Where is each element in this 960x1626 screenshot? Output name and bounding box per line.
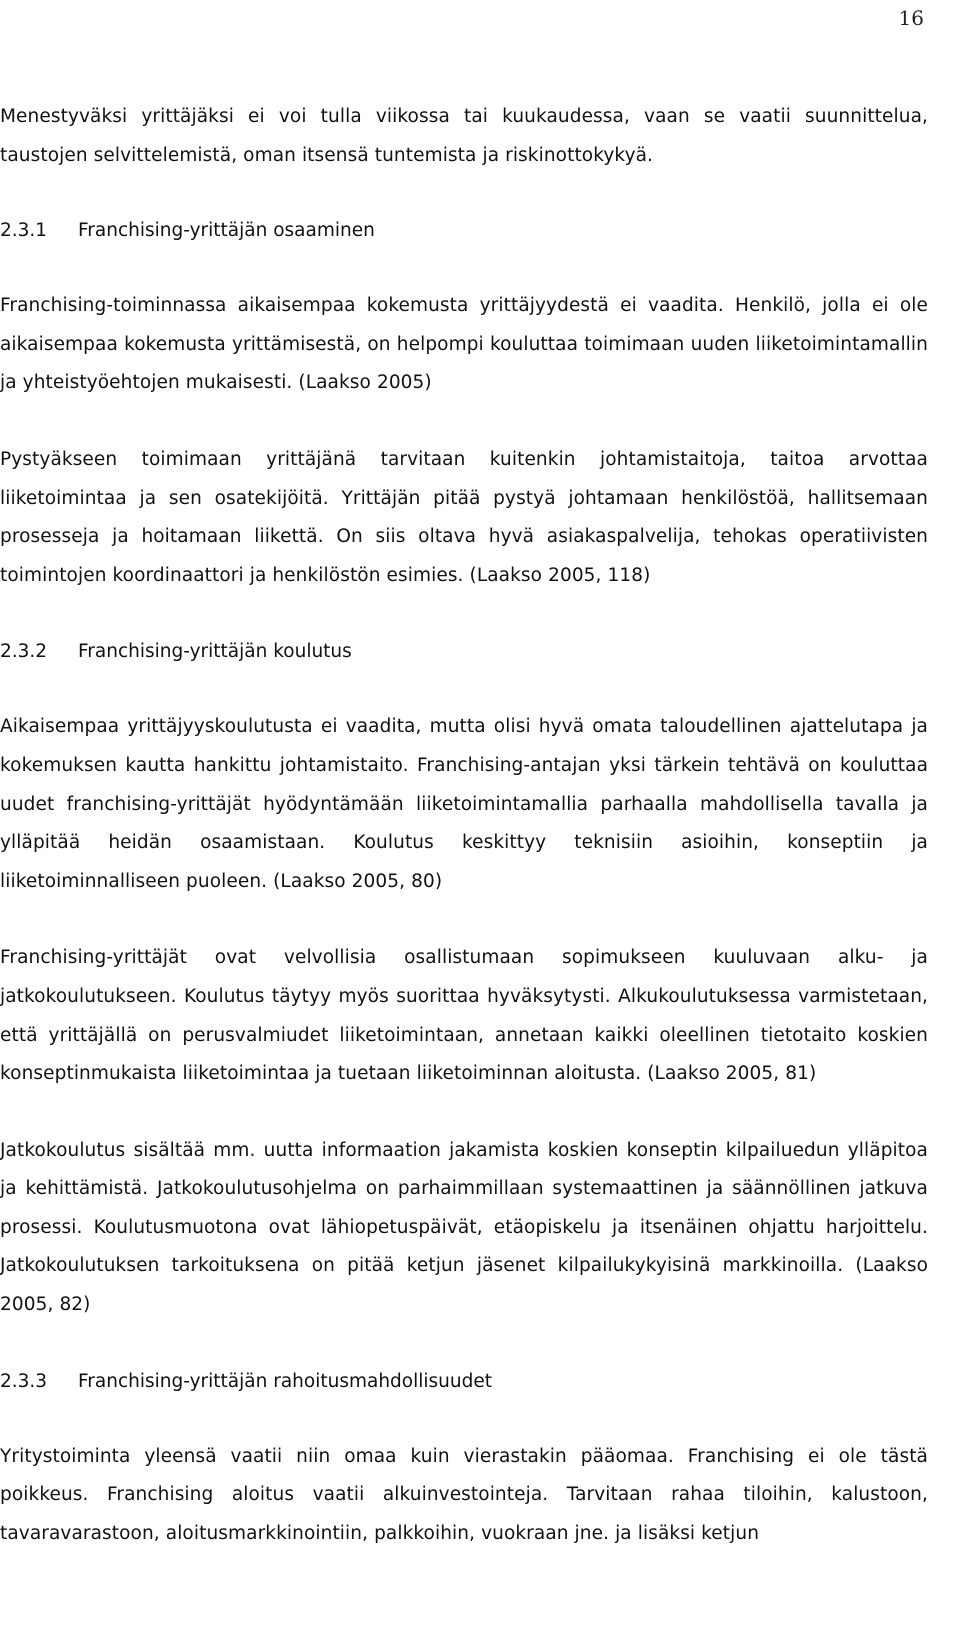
paragraph-intro: Menestyväksi yrittäjäksi ei voi tulla viikossa tai kuukaudessa, vaan se vaatii suunnittelua, taustojen selvittelemistä, oman itsensä tuntemista ja riskinottokykyä. bbox=[0, 106, 928, 166]
paragraph-kokemus: Franchising-toiminnassa aikaisempaa kokemusta yrittäjyydestä ei vaadita. Henkilö, jolla ei ole aikaisempaa kokemusta yrittämisestä, on helpompi kouluttaa toimimaan uuden liiketoimintamallin ja yhteistyöehtojen mukaisesti. (Laakso 2005) bbox=[0, 295, 928, 394]
section-heading-koulutus bbox=[0, 633, 928, 671]
paragraph-rahoitus: Yritystoiminta yleensä vaatii niin omaa kuin vierastakin pääomaa. Franchising ei ole tästä poikkeus. Franchising aloitus vaatii alkuinvestointeja. Tarvitaan rahaa tiloihin, kalustoon, tavaravarastoon, aloitusmarkkinointiin, palkkoihin, vuokraan jne. ja lisäksi ketjun bbox=[0, 1445, 928, 1544]
section-number: 2.3.2 bbox=[0, 641, 48, 663]
section-number: 2.3.1 bbox=[0, 220, 48, 242]
section-heading-osaaminen bbox=[0, 212, 928, 250]
paragraph-jatkokoulutus: Jatkokoulutus sisältää mm. uutta informaation jakamista koskien konseptin kilpailuedun ylläpitoa ja kehittämistä. Jatkokoulutusohjelma on parhaimmillaan systemaattinen ja säännöllinen jatkuva prosessi. Koulutusmuotona ovat lähiopetuspäivät, etäopiskelu ja itsenäinen ohjattu harjoittelu. Jatkokoulutuksen tarkoituksena on pitää ketjun jäsenet kilpailukykyisinä markkinoilla. (Laakso 2005, 82) bbox=[0, 1139, 928, 1316]
page-number: 16 bbox=[898, 6, 924, 30]
section-title: Franchising-yrittäjän koulutus bbox=[78, 641, 352, 663]
section-title: Franchising-yrittäjän rahoitusmahdollisuudet bbox=[78, 1370, 492, 1392]
paragraph-alkukoulutus: Franchising-yrittäjät ovat velvollisia osallistumaan sopimukseen kuuluvaan alku- ja jatkokoulutukseen. Koulutus täytyy myös suorittaa hyväksytysti. Alkukoulutuksessa varmistetaan, että yrittäjällä on perusvalmiudet liiketoimintaan, annetaan kaikki oleellinen tietotaito koskien konseptinmukaista liiketoimintaa ja tuetaan liiketoiminnan aloitusta. (Laakso 2005, 81) bbox=[0, 947, 928, 1085]
document-body bbox=[0, 98, 928, 1553]
paragraph-koulutus-vaatimus: Aikaisempaa yrittäjyyskoulutusta ei vaadita, mutta olisi hyvä omata taloudellinen ajattelutapa ja kokemuksen kautta hankittu johtamistaito. Franchising-antajan yksi tärkein tehtävä on kouluttaa uudet franchising-yrittäjät hyödyntämään liiketoimintamallia parhaalla mahdollisella tavalla ja ylläpitää heidän osaamistaan. Koulutus keskittyy teknisiin asioihin, konseptiin ja liiketoiminnalliseen puoleen. (Laakso 2005, 80) bbox=[0, 716, 928, 892]
section-title: Franchising-yrittäjän osaaminen bbox=[78, 220, 375, 242]
section-number: 2.3.3 bbox=[0, 1370, 48, 1392]
section-heading-rahoitus bbox=[0, 1363, 928, 1401]
paragraph-johtamistaidot: Pystyäkseen toimimaan yrittäjänä tarvitaan kuitenkin johtamistaitoja, taitoa arvottaa liiketoimintaa ja sen osatekijöitä. Yrittäjän pitää pystyä johtamaan henkilöstöä, hallitsemaan prosesseja ja hoitamaan liikettä. On siis oltava hyvä asiakaspalvelija, tehokas operatiivisten toimintojen koordinaattori ja henkilöstön esimies. (Laakso 2005, 118) bbox=[0, 448, 928, 586]
